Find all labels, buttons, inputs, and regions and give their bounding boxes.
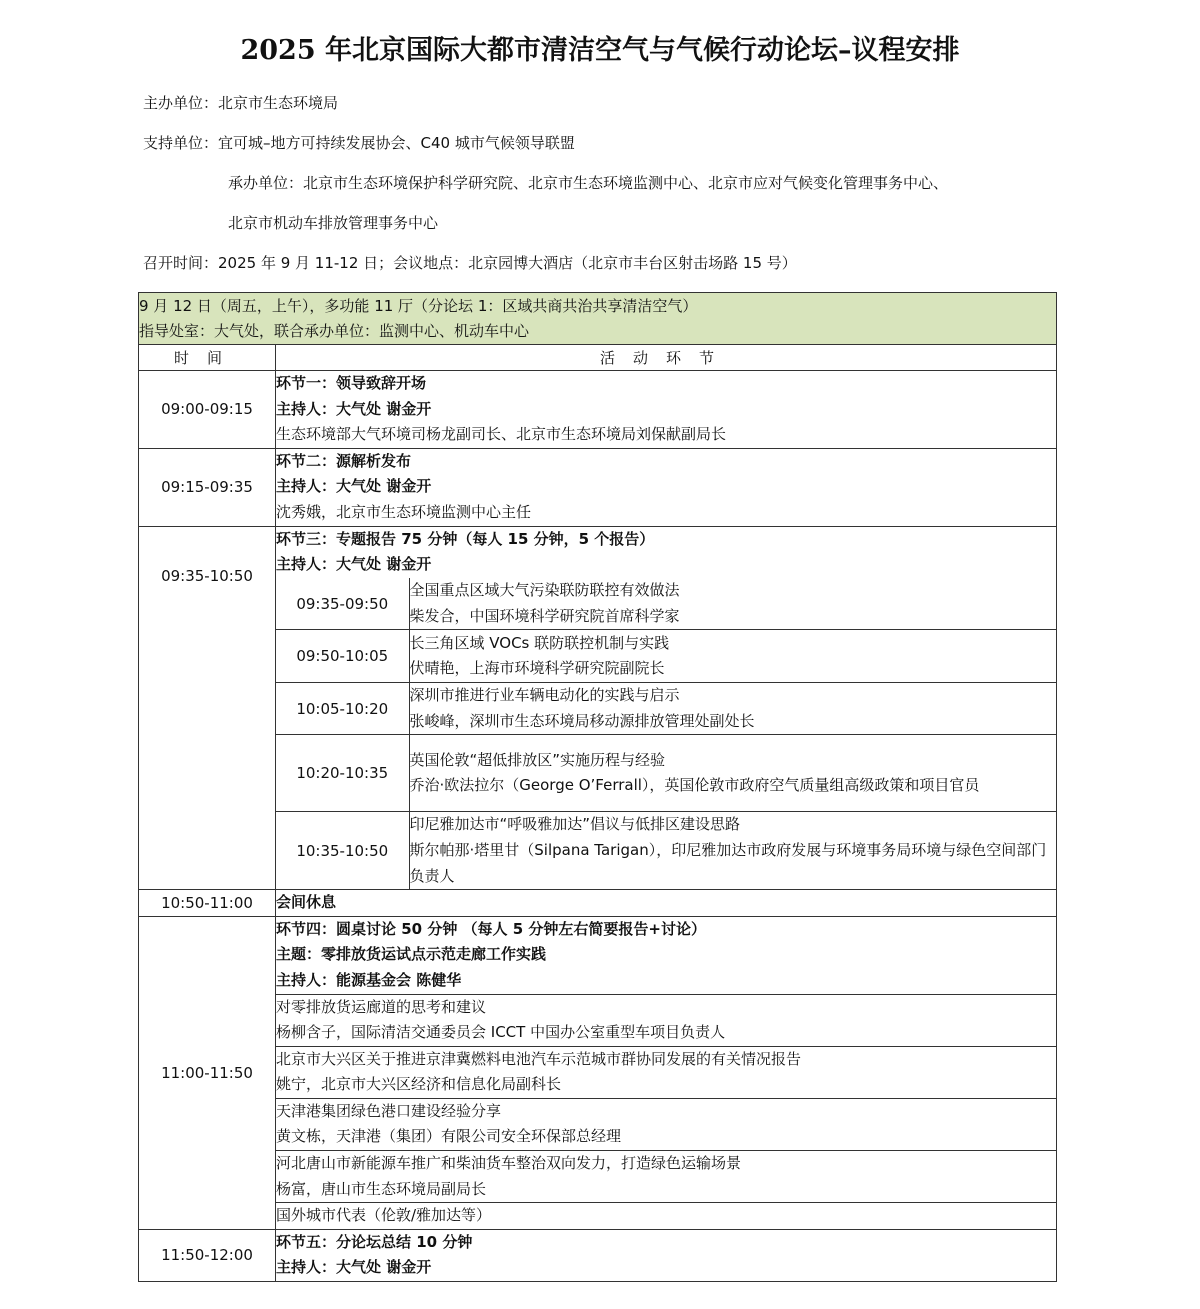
- talks-table: [276, 578, 1056, 889]
- talk-3-speaker: 张峻峰，深圳市生态环境局移动源排放管理处副处长: [409, 711, 755, 730]
- talk-2-topic: 长三角区域 VOCs 联防联控机制与实践: [409, 633, 670, 652]
- roundtable-item-3-topic: 天津港集团绿色港口建设经验分享: [276, 1101, 502, 1120]
- roundtable-item-2-topic: 北京市大兴区关于推进京津冀燃料电池汽车示范城市群协同发展的有关情况报告: [276, 1049, 802, 1068]
- roundtable-item-1-topic: 对零排放货运廊道的思考和建议: [276, 997, 487, 1016]
- segment-4-content: [276, 916, 1057, 1229]
- agenda-row-segment-2: [139, 448, 1057, 526]
- segment-4-header: [276, 917, 1056, 994]
- talk-4-time: 10:20-10:35: [276, 735, 409, 812]
- talk-row: [276, 630, 1056, 683]
- segment-5-time: 11:50-12:00: [139, 1229, 276, 1281]
- column-header-row: [139, 345, 1057, 371]
- roundtable-item-1: [276, 994, 1056, 1046]
- talk-1-topic: 全国重点区域大气污染联防联控有效做法: [409, 580, 680, 599]
- roundtable-table: [276, 917, 1056, 1229]
- segment-4-theme: 主题：零排放货运试点示范走廊工作实践: [276, 945, 547, 964]
- roundtable-closing-text: 国外城市代表（伦敦/雅加达等）: [276, 1206, 492, 1225]
- segment-2-title: 环节二：源解析发布: [276, 451, 412, 470]
- segment-2-speakers: 沈秀娥，北京市生态环境监测中心主任: [276, 503, 532, 522]
- segment-2-host: 主持人：大气处 谢金开: [276, 477, 432, 496]
- agenda-table: [138, 292, 1057, 1282]
- break-content: [276, 890, 1057, 917]
- segment-1-host: 主持人：大气处 谢金开: [276, 399, 432, 418]
- talk-5-time: 10:35-10:50: [276, 812, 409, 889]
- column-header-activity: 活动环节: [276, 345, 1057, 371]
- talk-row: [276, 735, 1056, 812]
- roundtable-closing: [276, 1203, 1056, 1229]
- session-header-row: [139, 293, 1057, 345]
- roundtable-closing-row: [276, 1203, 1056, 1229]
- talk-1-time: 09:35-09:50: [276, 578, 409, 630]
- agenda-row-segment-1: [139, 371, 1057, 449]
- roundtable-item-4-speaker: 杨富，唐山市生态环境局副局长: [276, 1179, 487, 1198]
- segment-3-time: 09:35-10:50: [139, 526, 276, 889]
- segment-5-content: [276, 1229, 1057, 1281]
- host-unit: 主办单位：北京市生态环境局: [143, 94, 339, 112]
- segment-3-host: 主持人：大气处 谢金开: [276, 555, 432, 574]
- agenda-row-segment-3: [139, 526, 1057, 578]
- segment-3-talks-row: [139, 578, 1057, 890]
- talk-row: [276, 578, 1056, 630]
- talk-1-speaker: 柴发合，中国环境科学研究院首席科学家: [409, 606, 680, 625]
- segment-2-time: 09:15-09:35: [139, 448, 276, 526]
- agenda-row-break: [139, 890, 1057, 917]
- roundtable-item-1-speaker: 杨柳含子，国际清洁交通委员会 ICCT 中国办公室重型车项目负责人: [276, 1023, 726, 1042]
- talk-1-content: [409, 578, 1056, 630]
- roundtable-item-3-speaker: 黄文栋，天津港（集团）有限公司安全环保部总经理: [276, 1127, 622, 1146]
- roundtable-item-4-topic: 河北唐山市新能源车推广和柴油货车整治双向发力，打造绿色运输场景: [276, 1154, 742, 1173]
- roundtable-item-3: [276, 1098, 1056, 1150]
- talk-5-content: [409, 812, 1056, 889]
- roundtable-item: [276, 1098, 1056, 1150]
- agenda-row-segment-5: [139, 1229, 1057, 1281]
- support-unit: 支持单位：宜可城–地方可持续发展协会、C40 城市气候领导联盟: [143, 134, 575, 152]
- talk-row: [276, 683, 1056, 735]
- session-header-line1: 9 月 12 日（周五，上午），多功能 11 厅（分论坛 1：区域共商共治共享清洁空气）: [139, 296, 698, 315]
- talk-5-speaker: 斯尔帕那·塔里甘（Silpana Tarigan），印尼雅加达市政府发展与环境事务局环境与绿色空间部门负责人: [409, 840, 1047, 885]
- talk-5-topic: 印尼雅加达市“呼吸雅加达”倡议与低排区建设思路: [409, 815, 741, 834]
- talk-3-time: 10:05-10:20: [276, 683, 409, 735]
- segment-1-title: 环节一：领导致辞开场: [276, 374, 427, 392]
- session-header: [139, 293, 1057, 345]
- talk-2-speaker: 伏晴艳，上海市环境科学研究院副院长: [409, 659, 665, 678]
- segment-3-title: 环节三：专题报告 75 分钟（每人 15 分钟，5 个报告）: [276, 529, 655, 548]
- segment-1-time: 09:00-09:15: [139, 371, 276, 449]
- segment-5-title: 环节五：分论坛总结 10 分钟: [276, 1232, 473, 1251]
- roundtable-item: [276, 1046, 1056, 1098]
- segment-4-time: 11:00-11:50: [139, 916, 276, 1229]
- roundtable-header-row: [276, 917, 1056, 994]
- time-and-place: 召开时间：2025 年 9 月 11-12 日；会议地点：北京园博大酒店（北京市丰台区射击场路 15 号）: [143, 254, 797, 272]
- talk-3-content: [409, 683, 1056, 735]
- segment-4-host: 主持人：能源基金会 陈健华: [276, 970, 462, 989]
- segment-5-host: 主持人：大气处 谢金开: [276, 1258, 432, 1277]
- session-header-line2: 指导处室：大气处，联合承办单位：监测中心、机动车中心: [139, 321, 530, 340]
- talk-4-content: [409, 735, 1056, 812]
- organizer-unit-line2: 北京市机动车排放管理事务中心: [228, 214, 439, 232]
- segment-3-talks: [276, 578, 1057, 890]
- segment-4-title: 环节四：圆桌讨论 50 分钟 （每人 5 分钟左右简要报告+讨论）: [276, 919, 706, 938]
- roundtable-item: [276, 1151, 1056, 1203]
- break-label: 会间休息: [276, 893, 337, 912]
- talk-2-content: [409, 630, 1056, 683]
- talk-4-topic: 英国伦敦“超低排放区”实施历程与经验: [409, 750, 666, 769]
- segment-3-header: [276, 526, 1057, 578]
- talk-4-speaker: 乔治·欧法拉尔（George O’Ferrall），英国伦敦市政府空气质量组高级政策和项目官员: [409, 776, 980, 795]
- segment-1-content: [276, 371, 1057, 449]
- column-header-time: 时间: [139, 345, 276, 371]
- talk-3-topic: 深圳市推进行业车辆电动化的实践与启示: [409, 686, 680, 705]
- segment-2-content: [276, 448, 1057, 526]
- page-title: 2025 年北京国际大都市清洁空气与气候行动论坛–议程安排: [240, 35, 960, 66]
- talk-2-time: 09:50-10:05: [276, 630, 409, 683]
- organizer-unit-line1: 承办单位：北京市生态环境保护科学研究院、北京市生态环境监测中心、北京市应对气候变化管理事务中心、: [228, 174, 949, 192]
- roundtable-item-2: [276, 1046, 1056, 1098]
- agenda-row-segment-4: [139, 916, 1057, 1229]
- segment-1-speakers: 生态环境部大气环境司杨龙副司长、北京市生态环境局刘保献副局长: [276, 425, 727, 444]
- roundtable-item-4: [276, 1151, 1056, 1203]
- break-time: 10:50-11:00: [139, 890, 276, 917]
- talk-row: [276, 812, 1056, 889]
- roundtable-item: [276, 994, 1056, 1046]
- roundtable-item-2-speaker: 姚宁，北京市大兴区经济和信息化局副科长: [276, 1075, 562, 1094]
